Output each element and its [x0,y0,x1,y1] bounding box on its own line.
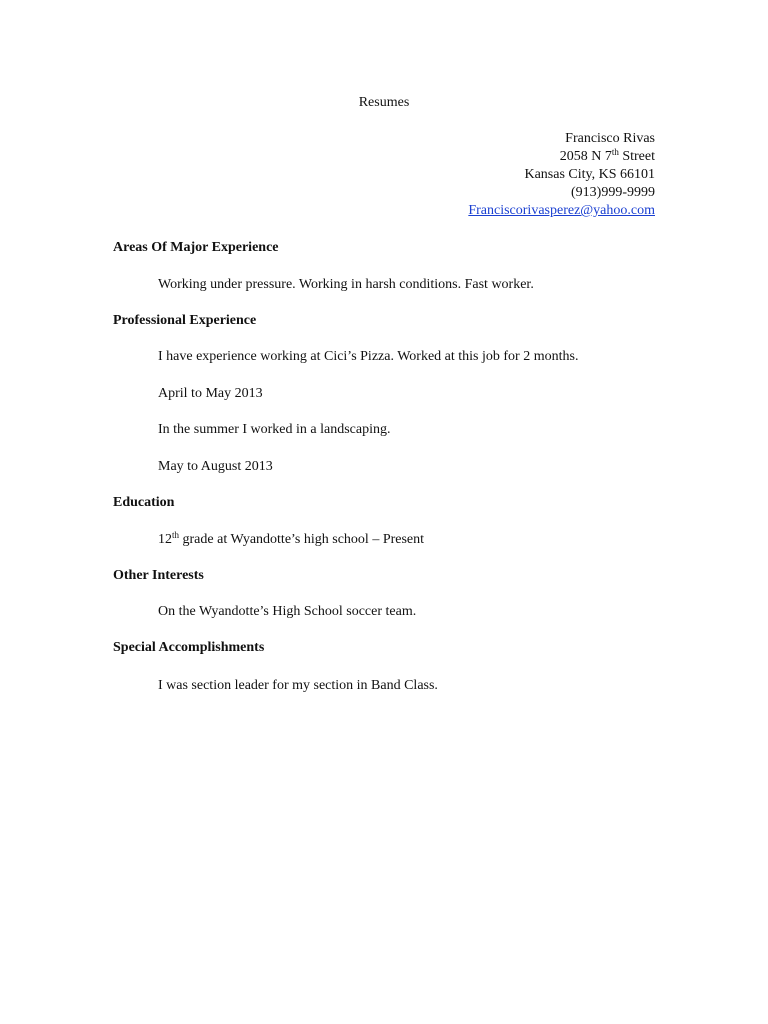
special-accomplishments-text: I was section leader for my section in Band Class. [158,678,438,693]
areas-of-experience-text: Working under pressure. Working in harsh conditions. Fast worker. [158,277,534,292]
professional-item: In the summer I worked in a landscaping. [158,422,391,437]
contact-email-link[interactable]: Franciscorivasperez@yahoo.com [468,203,655,218]
heading-professional-experience: Professional Experience [113,313,257,328]
contact-phone: (913)999-9999 [571,185,655,200]
other-interests-text: On the Wyandotte’s High School soccer team. [158,604,417,619]
professional-item: May to August 2013 [158,459,273,474]
heading-education: Education [113,495,175,510]
education-text [158,531,424,549]
grade-description: grade at Wyandotte’s high school – Present [179,532,425,547]
contact-block [468,130,655,220]
contact-city: Kansas City, KS 66101 [524,167,655,182]
grade-ordinal-suffix: th [172,530,180,540]
grade-number: 12 [158,532,172,547]
street-name: Street [618,149,655,164]
street-ordinal-suffix: th [611,147,619,157]
contact-street [468,148,655,166]
contact-name: Francisco Rivas [565,131,655,146]
heading-other-interests: Other Interests [113,568,204,583]
document-title: Resumes [358,95,410,110]
professional-item: I have experience working at Cici’s Pizza. Worked at this job for 2 months. [158,349,579,364]
heading-areas-of-experience: Areas Of Major Experience [113,240,279,255]
heading-special-accomplishments: Special Accomplishments [113,640,265,655]
street-number: 2058 N 7 [559,149,612,164]
professional-item: April to May 2013 [158,386,263,401]
